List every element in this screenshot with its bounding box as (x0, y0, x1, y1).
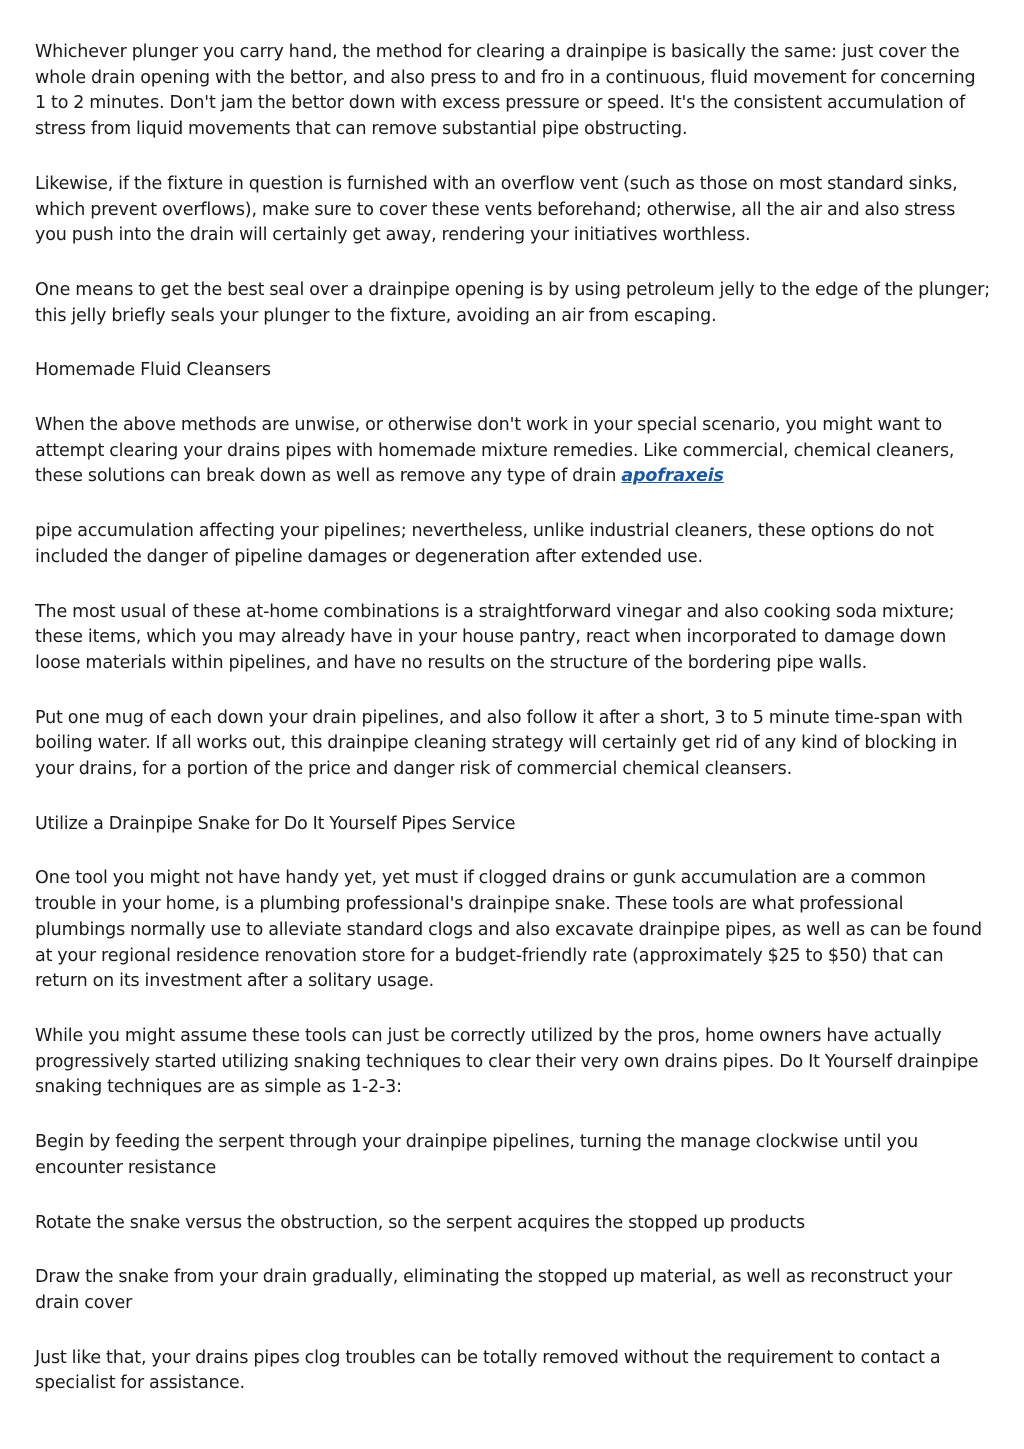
step-feed-serpent: Begin by feeding the serpent through your drainpipe pipelines, turning the manage clockwise until you encounter resistance (35, 1132, 919, 1178)
paragraph-pipe-accumulation: pipe accumulation affecting your pipelines; nevertheless, unlike industrial cleaners, these options do not included the danger of pipeline damages or degeneration after extended use. (35, 521, 934, 567)
heading-drainpipe-snake: Utilize a Drainpipe Snake for Do It Yourself Pipes Service (35, 813, 516, 834)
paragraph-boiling-water: Put one mug of each down your drain pipelines, and also follow it after a short, 3 to 5 minute time-span with boiling water. If all works out, this drainpipe cleaning strategy will certainly get rid of any kind of blocking in your drains, for a portion of the price and danger risk of commercial chemical cleansers. (35, 707, 963, 780)
paragraph-snake-tool: One tool you might not have handy yet, yet must if clogged drains or gunk accumulation are a common trouble in your home, is a plumbing professional's drainpipe snake. These tools are what professional plumbings normally use to alleviate standard clogs and also excavate drainpipe pipes, as well as can be found at your regional residence renovation store for a budget-friendly rate (approximately $25 to $50) that can return on its investment after a solitary usage. (35, 868, 982, 992)
step-draw-snake: Draw the snake from your drain gradually, eliminating the stopped up material, as well as reconstruct your drain cover (35, 1267, 953, 1313)
paragraph-diy-snaking: While you might assume these tools can just be correctly utilized by the pros, home owners have actually progressively started utilizing snaking techniques to clear their very own drains pipes. Do It Yourself drainpipe snaking techniques are as simple as 1-2-3: (35, 1025, 979, 1098)
paragraph-plunger-method: Whichever plunger you carry hand, the method for clearing a drainpipe is basically the same: just cover the whole drain opening with the bettor, and also press to and fro in a continuous, fluid movement for concerning 1 to 2 minutes. Don't jam the bettor down with excess pressure or speed. It's the consistent accumulation of stress from liquid movements that can remove substantial pipe obstructing. (35, 42, 976, 140)
paragraph-conclusion: Just like that, your drains pipes clog troubles can be totally removed without the requirement to contact a specialist for assistance. (35, 1347, 941, 1394)
paragraph-petroleum-jelly: One means to get the best seal over a drainpipe opening is by using petroleum jelly to the edge of the plunger; this jelly briefly seals your plunger to the fixture, avoiding an air from escaping. (35, 279, 990, 326)
step-rotate-snake: Rotate the snake versus the obstruction, so the serpent acquires the stopped up products (35, 1212, 805, 1233)
paragraph-overflow-vent: Likewise, if the fixture in question is furnished with an overflow vent (such as those on most standard sinks, which prevent overflows), make sure to cover these vents beforehand; otherwise, all the air and also stress you push into the drain will certainly get away, rendering your initiatives worthless. (35, 173, 958, 246)
heading-homemade-cleansers: Homemade Fluid Cleansers (35, 360, 271, 381)
paragraph-homemade-remedies-text: When the above methods are unwise, or otherwise don't work in your special scenario, you might want to attempt clearing your drains pipes with homemade mixture remedies. Like commercial, chemical cleaners, these solutions can break down as well as remove any type of drain (35, 415, 955, 487)
paragraph-vinegar-soda: The most usual of these at-home combinations is a straightforward vinegar and also cooking soda mixture; these items, which you may already have in your house pantry, react when incorporated to damage down loose materials within pipelines, and have no results on the structure of the bordering pipe walls. (35, 601, 955, 673)
apofraxeis-link[interactable]: apofraxeis (621, 466, 724, 487)
paragraph-homemade-remedies (35, 413, 990, 490)
